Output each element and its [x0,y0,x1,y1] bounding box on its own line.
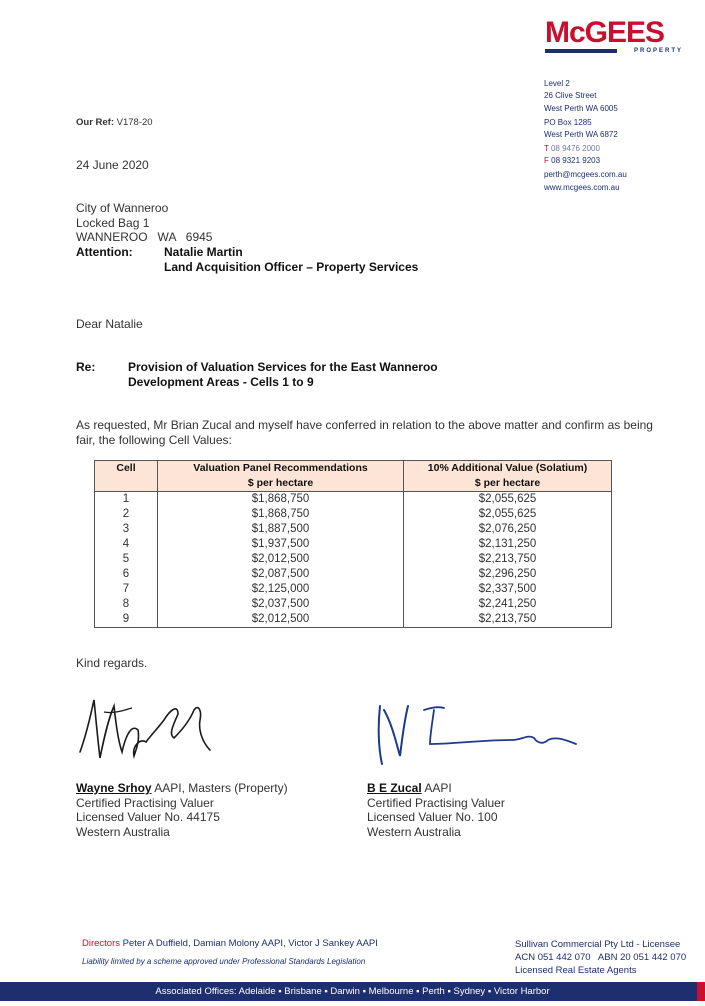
closing: Kind regards. [76,656,148,670]
fax-number: 08 9321 9203 [551,156,601,166]
licensee-line: ACN 051 442 070 ABN 20 051 442 070 [515,952,687,963]
signatory-state: Western Australia [76,824,170,839]
attention-title: Land Acquisition Officer – Property Services [164,259,419,274]
footer-directors [82,938,378,949]
signature-srhoy [74,690,224,770]
signatory-licence: Licensed Valuer No. 44175 [76,810,220,824]
logo-wordmark: McGEES [545,16,665,49]
phone-prefix: T [544,144,549,154]
footer-accent [697,982,705,1001]
attention-name: Natalie Martin [164,245,243,259]
fax-line [544,155,627,167]
re-label: Re: [76,360,96,374]
body-line: As requested, Mr Brian Zucal and myself have conferred in relation to the above matter and confirm as being [76,418,653,432]
table-row: 1 $1,868,750 $2,055,625 [95,492,612,508]
table-row: 2 $1,868,750 $2,055,625 [95,507,612,522]
website-link[interactable]: www.mcgees.com.au [544,182,620,192]
table-row: 6 $2,087,500 $2,296,250 [95,567,612,582]
table-header-row [95,461,612,492]
signatory-2 [367,781,505,839]
licensee-line: Sullivan Commercial Pty Ltd - Licensee [515,939,681,950]
re-subject [128,360,438,389]
signatory-quals: AAPI [421,781,452,795]
header-cell: Cell [95,461,158,492]
our-ref-value: V178-20 [116,117,153,128]
signature-zucal [372,700,582,770]
table-row: 7 $2,125,000 $2,337,500 [95,582,612,597]
associated-offices-bar [0,982,705,1001]
attention-label: Attention: [76,245,133,259]
our-reference [76,117,153,128]
licensee-line: Licensed Real Estate Agents [515,965,637,976]
email-link[interactable]: perth@mcgees.com.au [544,170,627,180]
our-ref-label: Our Ref: [76,117,114,128]
directors-label: Directors [82,938,121,949]
footer-licensee [515,938,686,977]
table-row: 8 $2,037,500 $2,241,250 [95,597,612,612]
logo-subtext: PROPERTY [633,48,683,54]
re-line: Provision of Valuation Services for the East Wanneroo [128,360,438,374]
signatory-1 [76,781,288,839]
recipient-line: City of Wanneroo [76,201,169,215]
signatory-licence: Licensed Valuer No. 100 [367,810,498,824]
associated-offices-text: Associated Offices: Adelaide ▪ Brisbane ▪ Darwin ▪ Melbourne ▪ Perth ▪ Sydney ▪ Victor Harbor [155,986,550,997]
signatory-name: B E Zucal [367,781,422,795]
cell-values-table [94,460,612,628]
address-line: Level 2 [544,79,570,88]
phone-line [544,143,627,155]
address-line: West Perth WA 6005 [544,103,618,113]
footer-liability: Liability limited by a scheme approved under Professional Standards Legislation [82,957,366,966]
phone-number: 08 9476 2000 [550,144,600,154]
recipient-line: Locked Bag 1 [76,215,150,230]
attention-details [164,245,418,274]
po-box-line: PO Box 1285 [544,117,592,127]
body-paragraph [76,418,653,447]
body-line: fair, the following Cell Values: [76,432,232,447]
po-box-line: West Perth WA 6872 [544,130,618,140]
fax-prefix: F [544,156,549,166]
signatory-role: Certified Practising Valuer [367,795,505,810]
recipient-line: WANNEROO WA 6945 [76,230,213,244]
header-valuation: Valuation Panel Recommendations $ per hectare [158,461,404,492]
table-row: 9 $2,012,500 $2,213,750 [95,612,612,628]
table-row: 4 $1,937,500 $2,131,250 [95,537,612,552]
recipient-address [76,201,212,245]
header-solatium: 10% Additional Value (Solatium) $ per hectare [404,461,612,492]
signatory-name: Wayne Srhoy [76,781,152,795]
logo-underline [545,49,617,53]
table-row: 5 $2,012,500 $2,213,750 [95,552,612,567]
table-row: 3 $1,887,500 $2,076,250 [95,522,612,537]
re-line: Development Areas - Cells 1 to 9 [128,374,314,389]
address-line: 26 Clive Street [544,91,597,101]
signatory-role: Certified Practising Valuer [76,795,214,810]
office-contact-block [544,78,627,194]
salutation: Dear Natalie [76,317,143,331]
signatory-state: Western Australia [367,824,461,839]
letter-date: 24 June 2020 [76,158,149,172]
directors-names: Peter A Duffield, Damian Molony AAPI, Victor J Sankey AAPI [120,938,378,949]
signatory-quals: AAPI, Masters (Property) [151,781,288,795]
company-logo [545,18,685,58]
